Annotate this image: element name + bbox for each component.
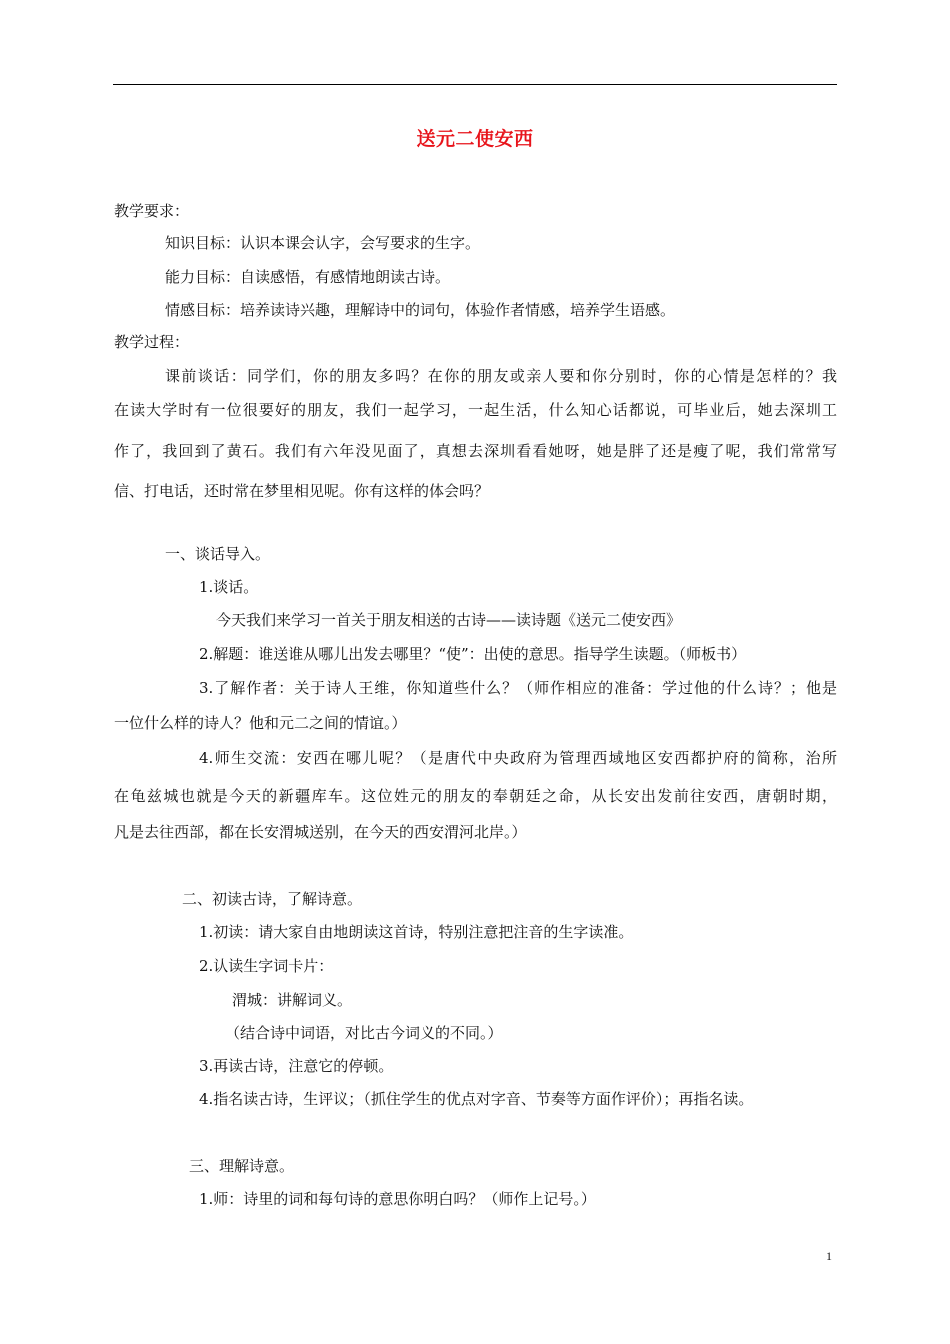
requirements-heading: 教学要求： — [114, 202, 190, 220]
section-2-item-2-word: 渭城：讲解词义。 — [232, 991, 353, 1009]
section-2-heading: 二、初读古诗，了解诗意。 — [182, 890, 363, 908]
section-1-item-3-line-1: 3.了解作者：关于诗人王维，你知道些什么？（师作相应的准备：学过他的什么诗？；他是 — [199, 679, 837, 697]
document-title: 送元二使安西 — [416, 128, 534, 150]
process-heading: 教学过程： — [114, 333, 190, 351]
section-1-item-2: 2.解题：谁送谁从哪儿出发去哪里？“使”：出使的意思。指导学生读题。（师板书） — [199, 645, 747, 663]
section-2-item-2-note: （结合诗中词语，对比古今词义的不同。） — [225, 1024, 503, 1042]
section-1-item-3-line-2: 一位什么样的诗人？他和元二之间的情谊。） — [114, 714, 407, 732]
section-2-item-4: 4.指名读古诗，生评议；（抓住学生的优点对字音、节奏等方面作评价）；再指名读。 — [199, 1090, 754, 1108]
emotion-goal: 情感目标：培养读诗兴趣，理解诗中的词句，体验作者情感，培养学生语感。 — [165, 301, 676, 319]
section-1-item-4-line-2: 在龟兹城也就是今天的新疆库车。这位姓元的朋友的奉朝廷之命，从长安出发前往安西，唐朝时期， — [114, 787, 837, 805]
pre-talk-line-1: 课前谈话：同学们，你的朋友多吗？在你的朋友或亲人要和你分别时，你的心情是怎样的？我 — [165, 367, 837, 385]
ability-goal: 能力目标：自读感悟，有感情地朗读古诗。 — [165, 268, 451, 286]
page-number: 1 — [826, 1249, 832, 1263]
section-1-heading: 一、谈话导入。 — [165, 545, 271, 563]
header-rule — [113, 84, 837, 85]
pre-talk-line-2: 在读大学时有一位很要好的朋友，我们一起学习，一起生活，什么知心话都说，可毕业后，她去深圳工 — [114, 401, 837, 419]
section-1-item-4-line-1: 4.师生交流：安西在哪儿呢？（是唐代中央政府为管理西域地区安西都护府的简称，治所 — [199, 749, 837, 767]
section-3-heading: 三、理解诗意。 — [189, 1157, 295, 1175]
pre-talk-line-3: 作了，我回到了黄石。我们有六年没见面了，真想去深圳看看她呀，她是胖了还是瘦了呢，我们常常写 — [114, 442, 837, 460]
section-2-item-3: 3.再读古诗，注意它的停顿。 — [199, 1057, 394, 1075]
section-2-item-1: 1.初读：请大家自由地朗读这首诗，特别注意把注音的生字读准。 — [199, 923, 634, 941]
knowledge-goal: 知识目标：认识本课会认字，会写要求的生字。 — [165, 234, 481, 252]
section-1-item-4-line-3: 凡是去往西部，都在长安渭城送别，在今天的西安渭河北岸。） — [114, 823, 527, 841]
section-2-item-2: 2.认读生字词卡片： — [199, 957, 334, 975]
pre-talk-line-4: 信、打电话，还时常在梦里相见呢。你有这样的体会吗？ — [114, 482, 490, 500]
section-1-item-1: 1.谈话。 — [199, 578, 259, 596]
section-1-item-1-text: 今天我们来学习一首关于朋友相送的古诗——读诗题《送元二使安西》 — [216, 611, 682, 629]
section-3-item-1: 1.师：诗里的词和每句诗的意思你明白吗？（师作上记号。） — [199, 1190, 596, 1208]
